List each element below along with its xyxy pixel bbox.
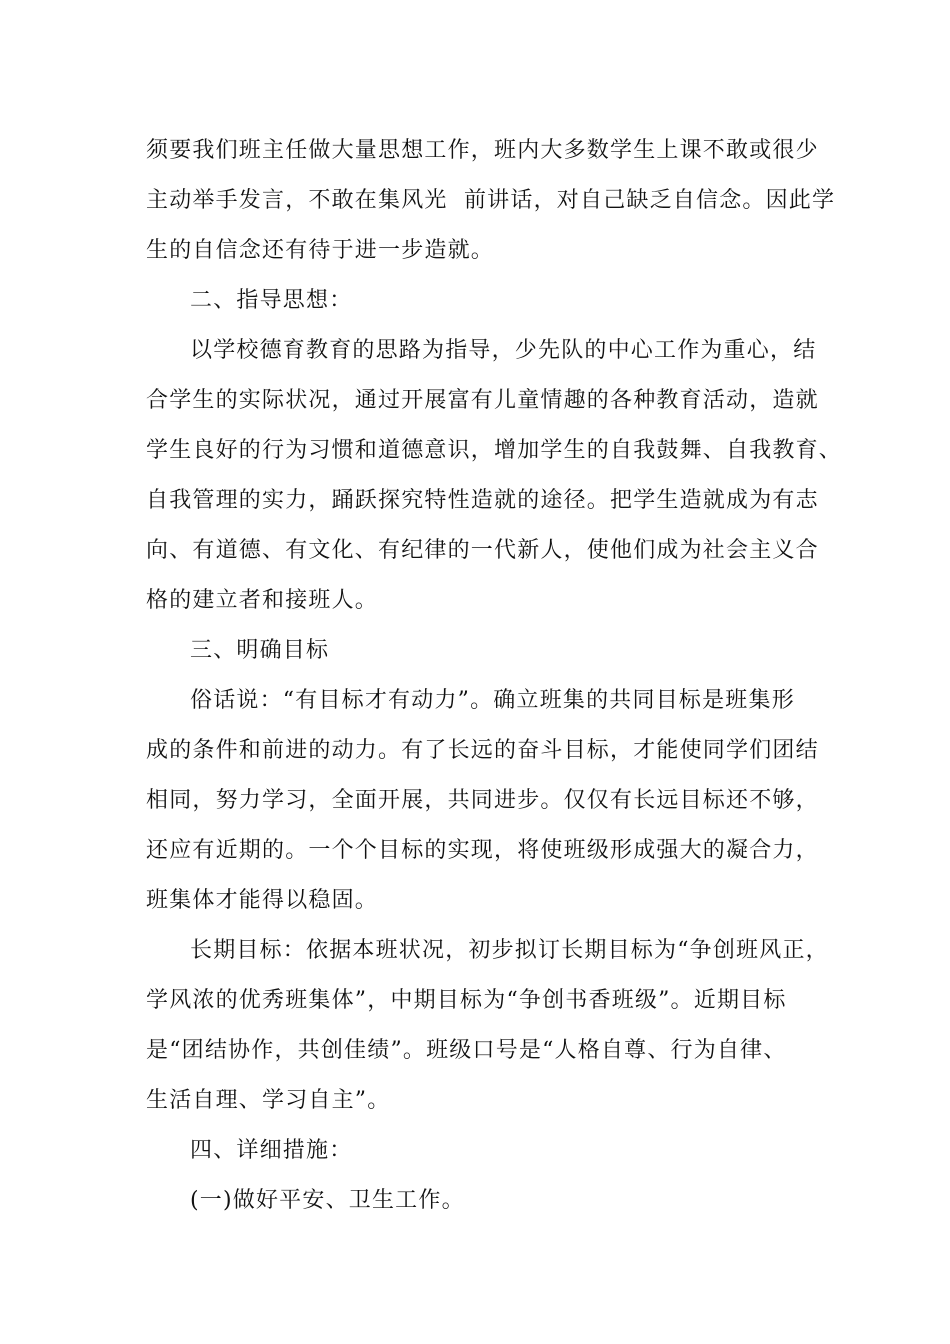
body-text-line: 主动举手发言，不敢在集风光 前讲话，对自己缺乏自信念。因此学 [146,188,836,213]
body-text-line: 合学生的实际状况，通过开展富有儿童情趣的各种教育活动，造就 [146,388,819,413]
body-text-line: 班集体才能得以稳固。 [146,888,379,913]
body-text-line: 还应有近期的。一个个目标的实现，将使班级形成强大的凝合力， [146,838,819,863]
body-text-line: 长期目标：依据本班状况，初步拟订长期目标为“争创班风正， [190,938,829,963]
body-text-line: 须要我们班主任做大量思想工作，班内大多数学生上课不敢或很少 [146,138,819,163]
body-text-line: 俗话说：“有目标才有动力”。确立班集的共同目标是班集形 [190,688,795,713]
body-text-line: 以学校德育教育的思路为指导，少先队的中心工作为重心，结 [190,338,817,363]
subsection-heading: (一)做好平安、卫生工作。 [190,1188,465,1213]
body-text-line: 自我管理的实力，踊跃探究特性造就的途径。把学生造就成为有志 [146,488,819,513]
section-heading: 二、指导思想： [190,288,353,313]
body-text-line: 学生良好的行为习惯和道德意识，增加学生的自我鼓舞、自我教育、 [146,438,843,463]
body-text-line: 相同，努力学习，全面开展，共同进步。仅仅有长远目标还不够， [146,788,819,813]
body-text-line: 成的条件和前进的动力。有了长远的奋斗目标，才能使同学们团结 [146,738,819,763]
body-text-line: 学风浓的优秀班集体”，中期目标为“争创书香班级”。近期目标 [146,988,787,1013]
body-text-line: 是“团结协作，共创佳绩”。班级口号是“人格自尊、行为自律、 [146,1038,787,1063]
section-heading: 三、明确目标 [190,638,330,663]
body-text-line: 格的建立者和接班人。 [146,588,379,613]
body-text-line: 生活自理、学习自主”。 [146,1088,391,1113]
body-text-line: 向、有道德、有文化、有纪律的一代新人，使他们成为社会主义合 [146,538,819,563]
body-text-line: 生的自信念还有待于进一步造就。 [146,238,495,263]
section-heading: 四、详细措施： [190,1138,353,1163]
